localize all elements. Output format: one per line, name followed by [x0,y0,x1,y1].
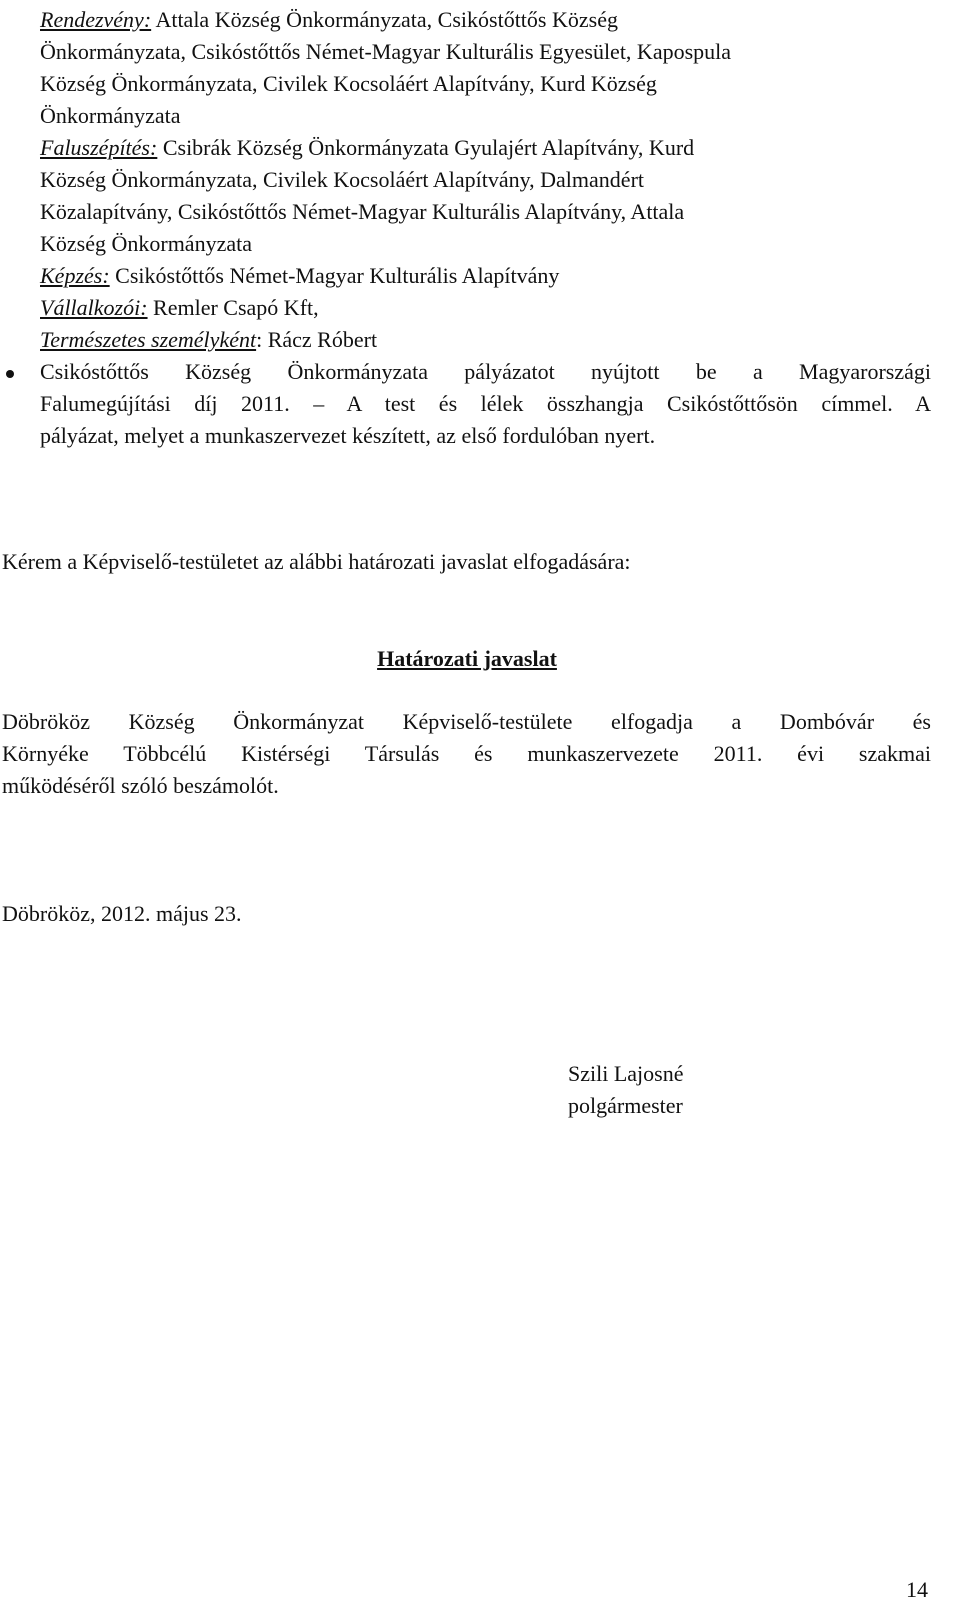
faluszepites-line-3: Közalapítvány, Csikóstőttős Német-Magyar Kulturális Alapítvány, Attala [40,199,685,224]
resolution-heading: Határozati javaslat [377,646,557,671]
kepzes-line [40,260,559,292]
request-text: Kérem a Képviselő-testületet az alábbi határozati javaslat elfogadására: [2,549,631,574]
bullet-line-2: Falumegújítási díj 2011. – A test és lélek összhangja Csikóstőttősön címmel. A [40,391,931,416]
faluszepites-text: Csibrák Község Önkormányzata Gyulajért Alapítvány, Kurd [157,135,695,160]
resolution-line-2: Környéke Többcélú Kistérségi Társulás és munkaszervezete 2011. évi szakmai [2,741,931,766]
signatory-name: Szili Lajosné [568,1061,684,1086]
vallalkozoi-label: Vállalkozói: [40,295,148,320]
rendezveny-label: Rendezvény: [40,7,152,32]
vallalkozoi-text: Remler Csapó Kft, [147,295,319,320]
signatory-title: polgármester [568,1093,683,1118]
rendezveny-text: Attala Község Önkormányzata, Csikóstőttős Község [151,7,618,32]
faluszepites-line-1 [40,132,694,164]
faluszepites-line-4: Község Önkormányzata [40,231,252,256]
bullet-line-3: pályázat, melyet a munkaszervezet készített, az első fordulóban nyert. [40,423,656,448]
resolution-line-3: működéséről szóló beszámolót. [2,773,279,798]
kepzes-label: Képzés: [40,263,110,288]
rendezveny-line-3: Község Önkormányzata, Civilek Kocsoláért Alapítvány, Kurd Község [40,71,657,96]
termeszetes-line [40,324,377,356]
kepzes-text: Csikóstőttős Német-Magyar Kulturális Alapítvány [109,263,560,288]
rendezveny-line-2: Önkormányzata, Csikóstőttős Német-Magyar Kulturális Egyesület, Kapospula [40,39,732,64]
page-number: 14 [906,1577,928,1602]
faluszepites-line-2: Község Önkormányzata, Civilek Kocsoláért Alapítvány, Dalmandért [40,167,645,192]
bullet-dot-icon [6,370,14,378]
termeszetes-label: Természetes személyként [40,327,257,352]
rendezveny-line-4: Önkormányzata [40,103,181,128]
resolution-line-1: Döbrököz Község Önkormányzat Képviselő-testülete elfogadja a Dombóvár és [2,709,931,734]
faluszepites-label: Faluszépítés: [40,135,158,160]
vallalkozoi-line [40,292,319,324]
rendezveny-line-1 [40,4,618,36]
place-date: Döbrököz, 2012. május 23. [2,901,242,926]
bullet-line-1: Csikóstőttős Község Önkormányzata pályázatot nyújtott be a Magyarországi [40,359,931,384]
termeszetes-text: : Rácz Róbert [256,327,378,352]
